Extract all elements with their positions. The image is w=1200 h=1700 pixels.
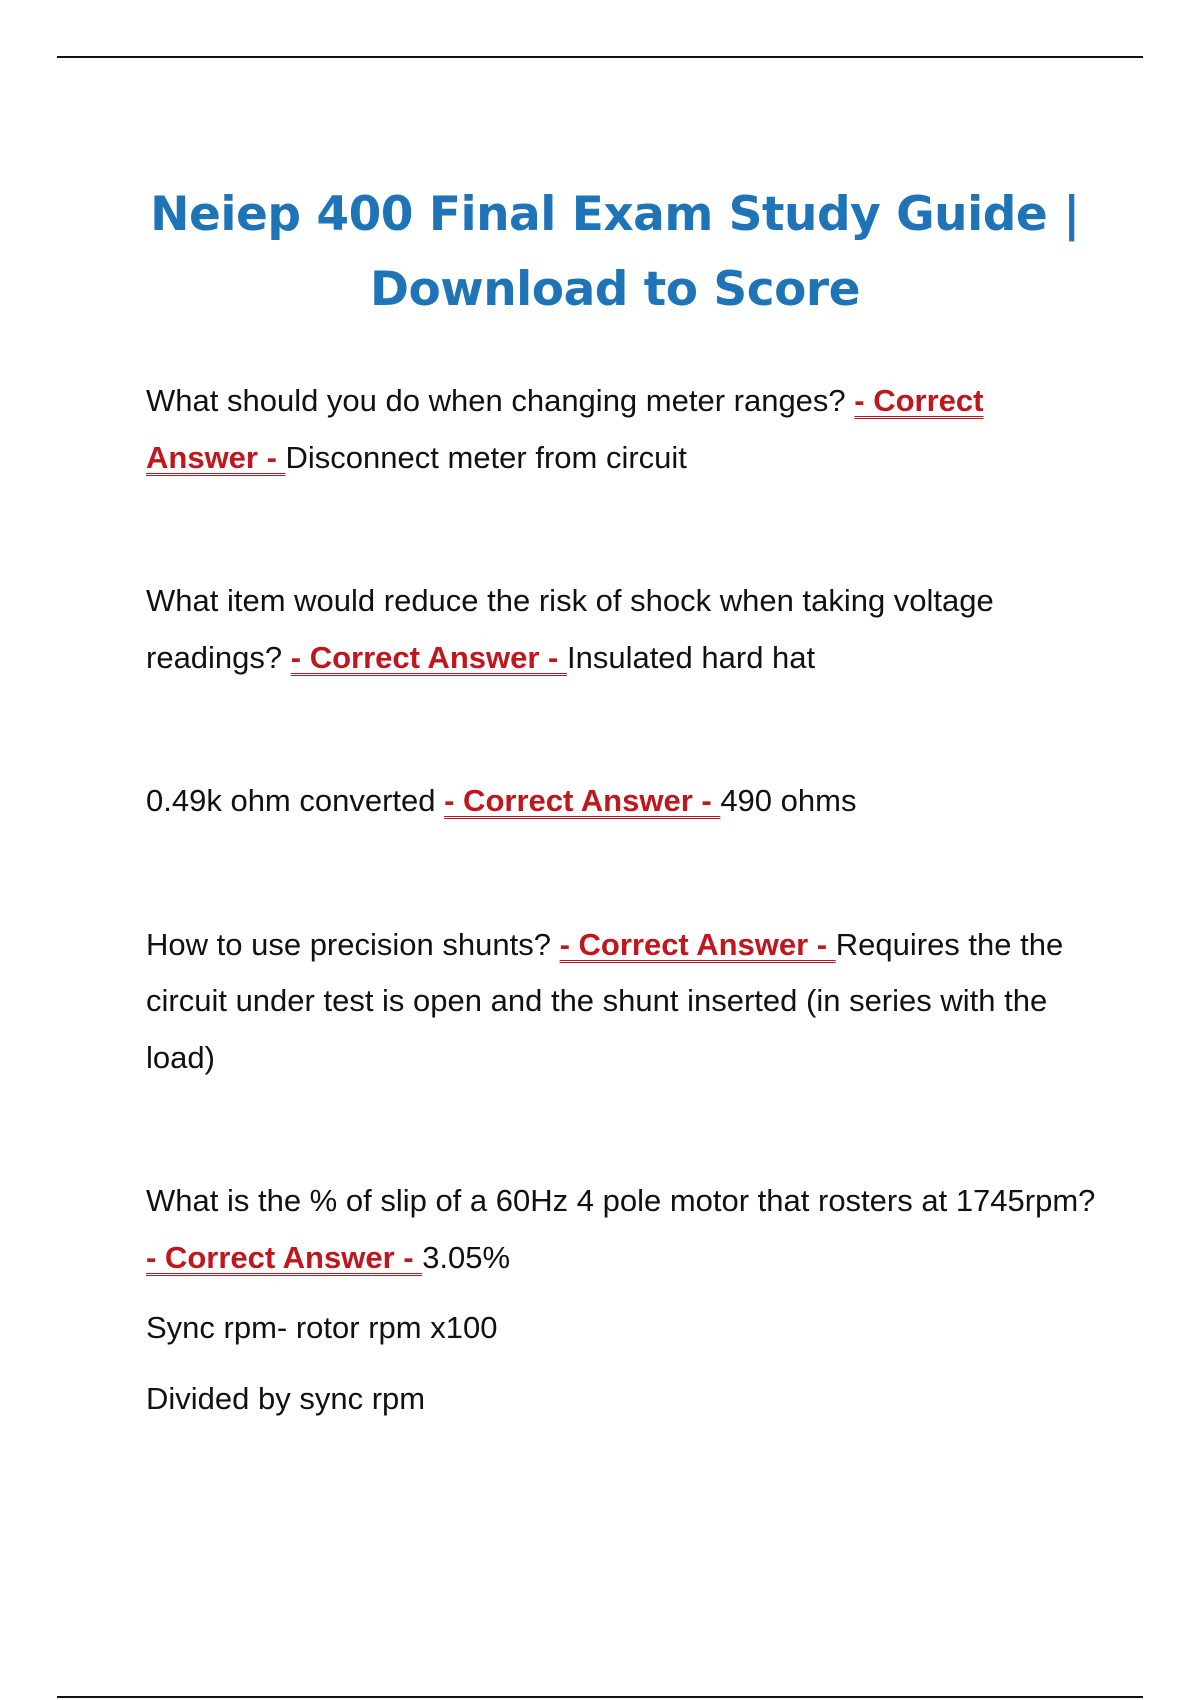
question-text: 0.49k ohm converted [146,783,445,818]
correct-answer-marker: - Correct Answer - [559,926,836,962]
answer-text: 490 ohms [720,783,857,818]
answer-text: Disconnect meter from circuit [285,439,687,475]
title-line-1: Neiep 400 Final Exam Study Guide | [150,187,1080,243]
qa-item-4 [146,917,1096,1087]
correct-answer-marker: - Correct Answer - [290,639,567,675]
title-line-2: Download to Score [370,262,860,318]
correct-answer-marker: - Correct Answer - [146,1239,423,1275]
answer-text: 3.05% [422,1239,511,1275]
question-text: What item would reduce the risk of shock when taking voltage readings? [146,583,994,675]
answer-text: Requires the the circuit under test is open and the shunt inserted (in series with the load) [146,926,1064,1075]
note-formula-1: Sync rpm- rotor rpm x100 [146,1310,498,1345]
qa-item-2 [146,573,1096,686]
question-text: What is the % of slip of a 60Hz 4 pole motor that rosters at 1745rpm? [146,1183,1096,1218]
qa-item-3 [146,773,1096,830]
bottom-rule [57,1696,1143,1698]
qa-item-5 [146,1173,1096,1286]
answer-text: Insulated hard hat [566,639,816,675]
correct-answer-marker: - Correct Answer - [146,383,984,475]
qa-item-1 [146,373,1096,486]
correct-answer-marker: - Correct Answer - [444,783,721,818]
qa-list [146,373,1096,1441]
top-rule [57,56,1143,58]
question-text: What should you do when changing meter ranges? [146,383,855,418]
note-formula-2: Divided by sync rpm [146,1380,426,1416]
question-text: How to use precision shunts? [146,926,560,962]
document-title [100,177,1130,327]
